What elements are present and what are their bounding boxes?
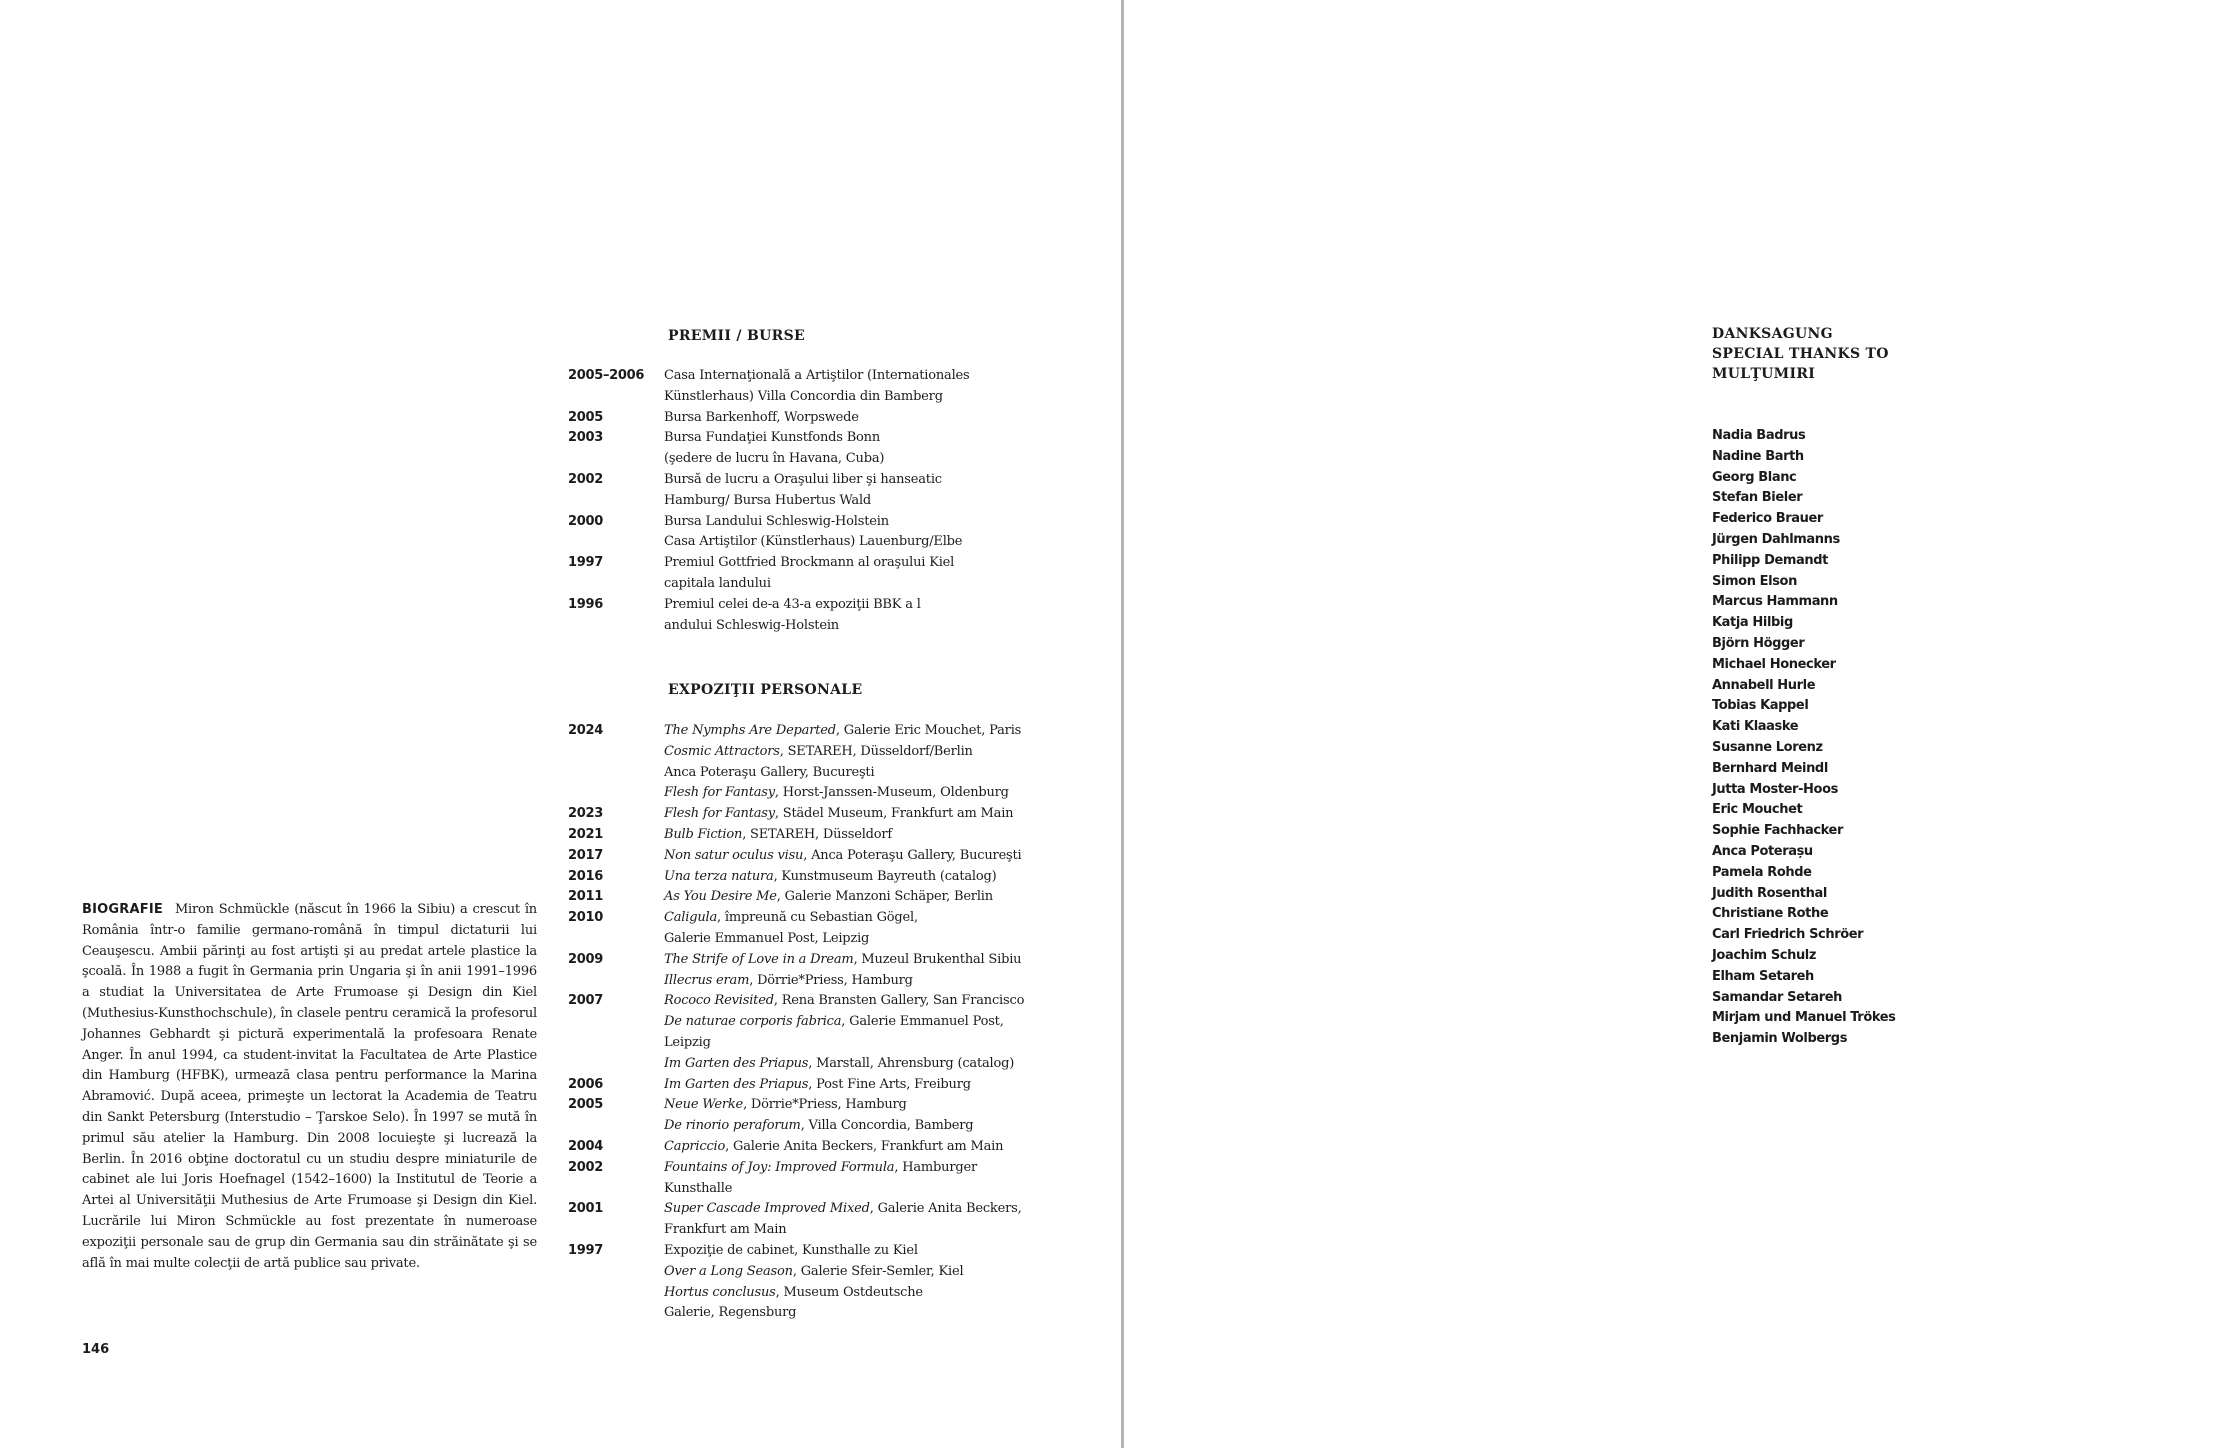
thanks-name: Philipp Demandt	[1712, 552, 1828, 568]
entry-row	[568, 908, 1068, 950]
entry-row	[568, 721, 1068, 804]
entry-lines	[664, 1137, 1068, 1158]
exhibition-title: Bulb Fiction	[664, 826, 743, 842]
entry-line	[664, 1220, 1068, 1241]
thanks-name: Jutta Moster-Hoos	[1712, 781, 1838, 797]
exhibition-venue: Expoziţie de cabinet, Kunsthalle zu Kiel	[664, 1242, 918, 1258]
thanks-name: Benjamin Wolbergs	[1712, 1031, 1848, 1047]
entry-line	[664, 1199, 1068, 1220]
entry-lines	[664, 595, 1068, 637]
entry-lines	[664, 825, 1068, 846]
entry-row	[568, 1199, 1068, 1241]
entry-line: andului Schleswig-Holstein	[664, 617, 839, 633]
entry-line: Bursă de lucru a Oraşului liber şi hanseatic	[664, 471, 942, 487]
entry-line: Casa Artiştilor (Künstlerhaus) Lauenburg/Elbe	[664, 534, 963, 550]
entry-line	[664, 1095, 1068, 1116]
thanks-name: Tobias Kappel	[1712, 698, 1809, 714]
entry-row	[568, 950, 1068, 992]
entry-line	[664, 1262, 1068, 1283]
thanks-name: Katja Hilbig	[1712, 615, 1793, 631]
exhibition-title: Flesh for Fantasy	[664, 806, 775, 822]
entry-year: 2011	[568, 889, 603, 905]
thanks-name: Carl Friedrich Schröer	[1712, 927, 1864, 943]
exhibition-venue: , Galerie Emmanuel Post,	[841, 1014, 1004, 1030]
page-number: 146	[82, 1342, 110, 1357]
exhibition-title: De naturae corporis fabrica	[664, 1014, 842, 1030]
entry-lines	[664, 428, 1068, 470]
exhibition-venue: , Muzeul Brukenthal Sibiu	[853, 951, 1022, 967]
entry-line	[664, 1116, 1068, 1137]
entry-line	[664, 991, 1068, 1012]
entry-line	[664, 846, 1068, 867]
exhibition-title: Neue Werke	[664, 1097, 744, 1113]
thanks-name: Simon Elson	[1712, 573, 1797, 589]
entry-year: 2005–2006	[568, 368, 645, 383]
entry-line: Künstlerhaus) Villa Concordia din Bamberg	[664, 388, 943, 404]
entry-line	[664, 971, 1068, 992]
exhibition-title: Im Garten des Priapus	[664, 1076, 809, 1092]
exhibition-venue: , Galerie Anita Beckers,	[869, 1201, 1022, 1217]
entry-line	[664, 1033, 1068, 1054]
exhibition-title: Rococo Revisited	[664, 993, 774, 1009]
exhibition-venue: , Museum Ostdeutsche	[775, 1284, 923, 1300]
thanks-name: Federico Brauer	[1712, 511, 1823, 527]
entry-line	[664, 1283, 1068, 1304]
thanks-name: Elham Setareh	[1712, 968, 1814, 984]
entry-row	[568, 553, 1068, 595]
exhibition-title: The Strife of Love in a Dream	[664, 951, 854, 967]
exhibition-title: Hortus conclusus	[664, 1284, 776, 1300]
entry-lines	[664, 1199, 1068, 1241]
exhibition-venue: , Dörrie*Priess, Hamburg	[743, 1097, 907, 1113]
exhibition-venue: Anca Poteraşu Gallery, Bucureşti	[664, 764, 875, 780]
exhibition-venue: , Post Fine Arts, Freiburg	[808, 1076, 971, 1092]
entry-row	[568, 408, 1068, 429]
entry-lines	[664, 512, 1068, 554]
thanks-name: Eric Mouchet	[1712, 802, 1803, 818]
exhibition-venue: , împreună cu Sebastian Gögel,	[717, 910, 918, 926]
entry-year: 2001	[568, 1201, 603, 1217]
thanks-name: Judith Rosenthal	[1712, 885, 1827, 901]
exhibition-title: As You Desire Me	[664, 889, 777, 905]
entry-lines	[664, 1075, 1068, 1096]
exhibitions-list	[568, 721, 1068, 1324]
entry-line	[664, 950, 1068, 971]
entry-line	[664, 1303, 1068, 1324]
exhibition-venue: , SETAREH, Düsseldorf/Berlin	[779, 743, 973, 759]
entry-line	[664, 1158, 1068, 1179]
entry-row	[568, 1075, 1068, 1096]
entry-lines	[664, 470, 1068, 512]
entry-year: 2023	[568, 806, 603, 822]
exhibition-venue: , SETAREH, Düsseldorf	[742, 826, 893, 842]
entry-row	[568, 887, 1068, 908]
entry-line: capitala landului	[664, 575, 771, 591]
exhibition-title: Non satur oculus visu	[664, 847, 804, 863]
exhibition-title: Super Cascade Improved Mixed	[664, 1201, 870, 1217]
entry-line: Bursa Fundaţiei Kunstfonds Bonn	[664, 430, 881, 446]
entry-line	[664, 763, 1068, 784]
entry-row	[568, 595, 1068, 637]
thanks-name: Nadia Badrus	[1712, 428, 1806, 443]
thanks-heading	[1712, 324, 1889, 384]
exhibition-venue: , Dörrie*Priess, Hamburg	[749, 972, 913, 988]
entry-line	[664, 1075, 1068, 1096]
thanks-name: Mirjam und Manuel Trökes	[1712, 1010, 1896, 1026]
thanks-names-list	[1712, 426, 1896, 1050]
entry-year: 2010	[568, 910, 603, 926]
entry-lines	[664, 846, 1068, 867]
entry-row	[568, 991, 1068, 1074]
thanks-name: Nadine Barth	[1712, 448, 1804, 464]
entry-lines	[664, 1095, 1068, 1137]
exhibition-title: Cosmic Attractors	[664, 743, 780, 759]
entry-lines	[664, 1241, 1068, 1324]
entry-row	[568, 1137, 1068, 1158]
exhibition-title: The Nymphs Are Departed	[664, 723, 836, 738]
awards-heading: PREMII / BURSE	[668, 328, 805, 344]
entry-year: 2006	[568, 1076, 603, 1092]
right-page	[1124, 0, 2240, 1448]
entry-row	[568, 804, 1068, 825]
exhibition-venue: Frankfurt am Main	[664, 1222, 787, 1238]
exhibition-title: Im Garten des Priapus	[664, 1055, 809, 1071]
entry-line	[664, 1054, 1068, 1075]
entry-line: Bursa Landului Schleswig-Holstein	[664, 513, 889, 529]
entry-row	[568, 512, 1068, 554]
entry-row	[568, 867, 1068, 888]
entry-line: Premiul celei de-a 43-a expoziţii BBK a l	[664, 596, 921, 612]
entry-line: Casa Internaţională a Artiştilor (Internationales	[664, 368, 970, 383]
entry-row	[568, 1241, 1068, 1324]
thanks-name: Annabell Hurle	[1712, 677, 1816, 693]
exhibitions-heading: EXPOZIŢII PERSONALE	[668, 682, 863, 698]
thanks-name: Björn Högger	[1712, 635, 1805, 651]
entry-lines	[664, 867, 1068, 888]
exhibition-venue: Galerie, Regensburg	[664, 1305, 797, 1321]
exhibition-venue: , Städel Museum, Frankfurt am Main	[774, 806, 1014, 822]
entry-line: Premiul Gottfried Brockmann al oraşului Kiel	[664, 555, 955, 571]
entry-line	[664, 1179, 1068, 1200]
entry-year: 1997	[568, 1242, 603, 1258]
entry-line	[664, 804, 1068, 825]
entry-line	[664, 867, 1068, 888]
entry-year: 2005	[568, 1097, 603, 1113]
thanks-name: Stefan Bieler	[1712, 490, 1803, 506]
exhibition-venue: , Rena Bransten Gallery, San Francisco	[773, 993, 1025, 1009]
entry-line	[664, 908, 1068, 929]
entry-row	[568, 1158, 1068, 1200]
entry-year: 2005	[568, 409, 603, 425]
entry-lines	[664, 950, 1068, 992]
exhibition-venue: Leipzig	[664, 1034, 711, 1050]
entry-lines	[664, 408, 1068, 429]
exhibition-venue: , Hamburger	[894, 1159, 977, 1175]
exhibition-title: Caligula	[664, 910, 718, 926]
thanks-name: Georg Blanc	[1712, 469, 1797, 485]
entry-lines	[664, 908, 1068, 950]
exhibition-venue: , Marstall, Ahrensburg (catalog)	[808, 1055, 1015, 1071]
entry-year: 2002	[568, 1159, 603, 1175]
exhibition-title: Flesh for Fantasy	[664, 785, 775, 801]
entry-line: Hamburg/ Bursa Hubertus Wald	[664, 492, 872, 508]
thanks-name: Jürgen Dahlmanns	[1712, 531, 1840, 547]
entry-lines	[664, 366, 1068, 408]
exhibition-venue: , Galerie Anita Beckers, Frankfurt am Main	[725, 1138, 1004, 1154]
entry-line	[664, 929, 1068, 950]
entry-year: 2003	[568, 430, 603, 446]
exhibition-venue: , Galerie Manzoni Schäper, Berlin	[776, 889, 993, 905]
thanks-heading-line: MULŢUMIRI	[1712, 366, 1816, 382]
thanks-name: Kati Klaaske	[1712, 719, 1799, 735]
exhibition-venue: , Horst-Janssen-Museum, Oldenburg	[774, 785, 1009, 801]
biography-label: BIOGRAFIE	[82, 902, 163, 917]
entry-line	[664, 742, 1068, 763]
entry-year: 2016	[568, 868, 603, 884]
exhibition-title: Fountains of Joy: Improved Formula	[664, 1159, 895, 1175]
thanks-name: Marcus Hammann	[1712, 594, 1838, 610]
entry-line	[664, 783, 1068, 804]
entry-year: 2007	[568, 993, 603, 1009]
thanks-heading-line: DANKSAGUNG	[1712, 326, 1833, 342]
biography-paragraph	[82, 900, 537, 1274]
entry-lines	[664, 553, 1068, 595]
entry-year: 2017	[568, 847, 603, 863]
entry-year: 2004	[568, 1138, 603, 1154]
entry-line	[664, 721, 1068, 742]
thanks-name: Anca Poterașu	[1712, 843, 1813, 859]
entry-line	[664, 1137, 1068, 1158]
thanks-name: Pamela Rohde	[1712, 864, 1812, 880]
awards-list	[568, 366, 1068, 636]
entry-row	[568, 428, 1068, 470]
entry-line	[664, 1241, 1068, 1262]
entry-row	[568, 1095, 1068, 1137]
entry-row	[568, 470, 1068, 512]
entry-year: 2002	[568, 471, 603, 487]
entry-year: 1996	[568, 596, 603, 612]
thanks-name: Michael Honecker	[1712, 656, 1836, 672]
entry-line	[664, 825, 1068, 846]
exhibition-title: Una terza natura	[664, 868, 774, 884]
thanks-name: Susanne Lorenz	[1712, 739, 1823, 755]
exhibition-venue: , Kunstmuseum Bayreuth (catalog)	[773, 868, 997, 884]
thanks-name: Samandar Setareh	[1712, 989, 1842, 1005]
entry-row	[568, 825, 1068, 846]
entry-year: 1997	[568, 555, 603, 571]
entry-row	[568, 366, 1068, 408]
thanks-name: Christiane Rothe	[1712, 906, 1829, 922]
exhibition-venue: , Galerie Eric Mouchet, Paris	[835, 723, 1022, 738]
entry-lines	[664, 991, 1068, 1074]
exhibition-venue: Kunsthalle	[664, 1180, 733, 1196]
exhibition-venue: , Galerie Sfeir-Semler, Kiel	[792, 1263, 964, 1279]
entry-lines	[664, 887, 1068, 908]
thanks-heading-line: SPECIAL THANKS TO	[1712, 346, 1889, 362]
exhibition-venue: , Villa Concordia, Bamberg	[800, 1118, 974, 1134]
entry-year: 2000	[568, 513, 603, 529]
exhibition-venue: Galerie Emmanuel Post, Leipzig	[664, 930, 870, 946]
entry-line	[664, 1012, 1068, 1033]
exhibition-venue: , Anca Poteraşu Gallery, Bucureşti	[803, 847, 1022, 863]
thanks-name: Bernhard Meindl	[1712, 760, 1828, 776]
entry-lines	[664, 1158, 1068, 1200]
thanks-name: Joachim Schulz	[1712, 947, 1817, 963]
entry-line	[664, 887, 1068, 908]
entry-year: 2024	[568, 723, 603, 738]
entry-row	[568, 846, 1068, 867]
entry-year: 2021	[568, 826, 603, 842]
entry-line: (şedere de lucru în Havana, Cuba)	[664, 451, 885, 467]
entry-lines	[664, 721, 1068, 804]
exhibition-title: Capriccio	[664, 1138, 726, 1154]
entry-line: Bursa Barkenhoff, Worpswede	[664, 409, 859, 425]
entry-lines	[664, 804, 1068, 825]
exhibition-title: Illecrus eram	[664, 972, 750, 988]
exhibition-title: De rinorio peraforum	[664, 1118, 801, 1134]
entry-year: 2009	[568, 951, 603, 967]
exhibition-title: Over a Long Season	[664, 1263, 793, 1279]
thanks-name: Sophie Fachhacker	[1712, 823, 1843, 839]
biography-text: Miron Schmückle (născut în 1966 la Sibiu) a crescut în România într-o familie germano-română în timpul dictaturii lui Ceauşescu. Ambii părinţi au fost artişti şi au predat artele plastice la şcoală. În 1988 a fugit în Germania prin Ungaria şi în anii 1991–1996 a studiat la Universitatea de Arte Frumoase şi Design din Kiel (Muthesius-Kunsthochschule), în clasele pentru ceramică la profesorul Johannes Gebhardt şi pictură experimentală la profesoara Renate Anger. În anul 1994, ca student-invitat la Facultatea de Arte Plastice din Hamburg (HFBK), urmează clasa pentru performance la Marina Abramović. După aceea, primeşte un lectorat la Academia de Teatru din Sankt Petersburg (Interstudio – Ţarskoe Selo). În 1997 se mută în primul său atelier la Hamburg. Din 2008 locuieşte şi lucrează la Berlin. În 2016 obţine doctoratul cu un studiu despre miniaturile de cabinet ale lui Joris Hoefnagel (1542–1600) la Institutul de Teorie a Artei al Universităţii Muthesius de Arte Frumoase şi Design din Kiel. Lucrările lui Miron Schmückle au fost prezentate în numeroase expoziţii personale sau de grup din Germania sau din străinătate şi se află în mai multe colecţii de artă publice sau private.	[82, 902, 537, 1271]
